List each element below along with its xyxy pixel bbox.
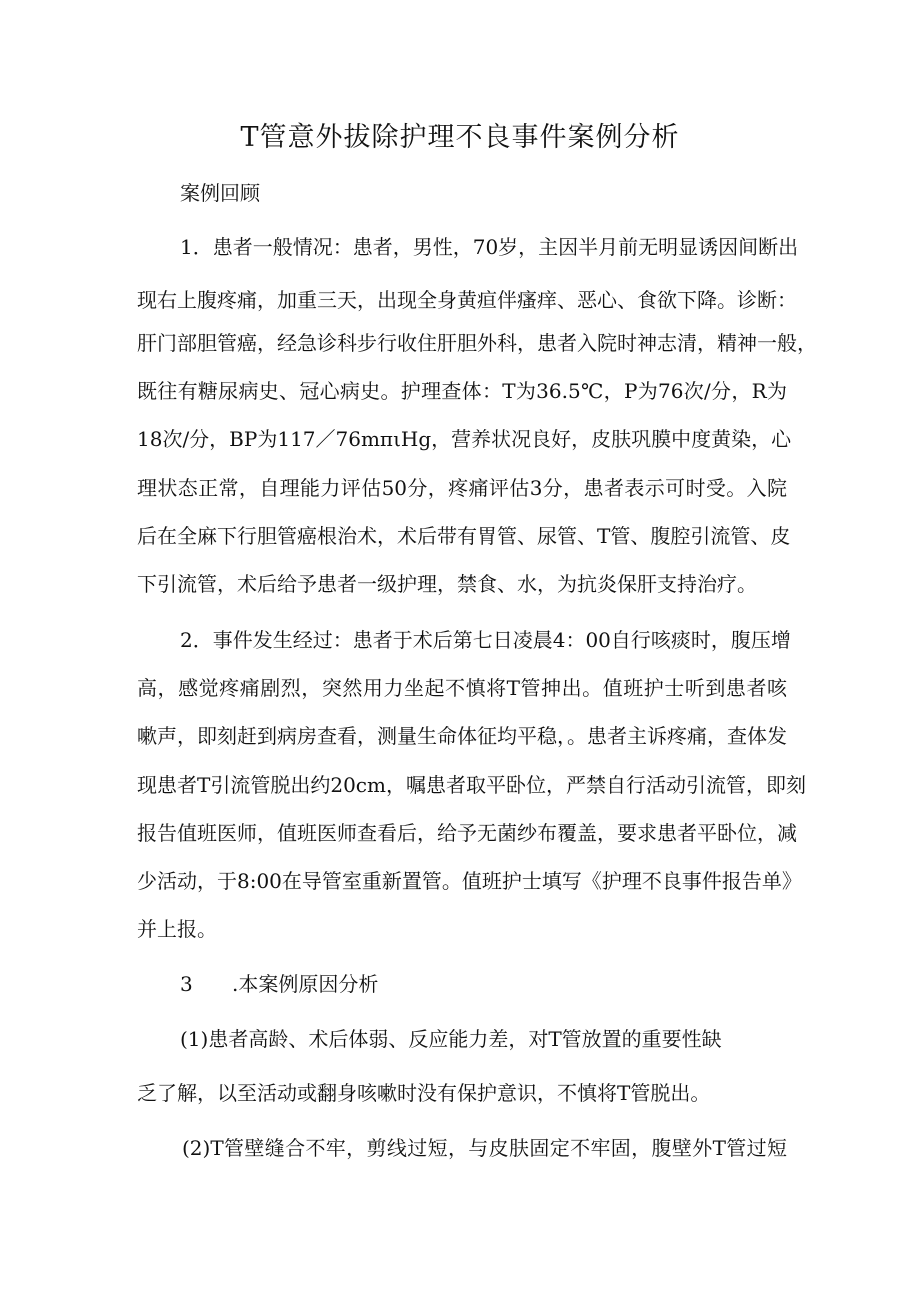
paragraph-line: 理状态正常，自理能力评估50分，疼痛评估3分，患者表示可时受。入院 xyxy=(137,476,787,500)
list-item-heading xyxy=(180,969,378,999)
list-item-text: .本案例原因分析 xyxy=(232,972,379,996)
list-item-number: 3 xyxy=(180,972,193,996)
paragraph-line: 后在全麻下行胆管癌根治术，术后带有胃管、尿管、T管、腹腔引流管、皮 xyxy=(137,524,791,548)
paragraph-line: 乏了解，以至活动或翻身咳嗽时没有保护意识，不慎将T管脱出。 xyxy=(137,1081,711,1105)
paragraph-line: 并上报。 xyxy=(137,917,217,941)
section-heading: 案例回顾 xyxy=(180,181,260,205)
paragraph-line: (2)T管壁缝合不牢，剪线过短，与皮肤固定不牢固，腹壁外T管过短 xyxy=(182,1136,787,1160)
paragraph-line: 2．事件发生经过：患者于术后第七日凌晨4：00自行咳痰时，腹压增 xyxy=(180,628,791,652)
paragraph-line: 现右上腹疼痛，加重三天，出现全身黄疸伴瘙痒、恶心、食欲下降。诊断： xyxy=(137,288,797,312)
paragraph-line: 现患者T引流管脱出约20cm，嘱患者取平卧位，严禁自行活动引流管，即刻 xyxy=(137,773,806,797)
paragraph-line: 少活动，于8:00在导管室重新置管。值班护士填写《护理不良事件报告单》 xyxy=(137,869,802,893)
paragraph-line: 报告值班医师，值班医师查看后，给予无菌纱布覆盖，要求患者平卧位，减 xyxy=(137,821,797,845)
paragraph-line: 高，感觉疼痛剧烈，突然用力坐起不慎将T管抻出。值班护士听到患者咳 xyxy=(137,676,787,700)
paragraph-line: 既往有糖尿病史、冠心病史。护理查体：T为36.5℃，P为76次/分，R为 xyxy=(137,379,787,403)
paragraph-line: (1)患者高龄、术后体弱、反应能力差，对T管放置的重要性缺 xyxy=(180,1027,722,1051)
paragraph-line: 1．患者一般情况：患者，男性，70岁，主因半月前无明显诱因间断出 xyxy=(180,235,799,259)
paragraph-line: 下引流管，术后给予患者一级护理，禁食、水，为抗炎保肝支持治疗。 xyxy=(137,572,757,596)
paragraph-line: 18次/分，BP为117／76mπιHg，营养状况良好，皮肤巩膜中度黄染，心 xyxy=(137,427,792,451)
paragraph-line: 肝门部胆管癌，经急诊科步行收住肝胆外科，患者入院时神志清，精神一般， xyxy=(137,331,817,355)
paragraph-line: 嗽声，即刻赶到病房查看，测量生命体征均平稳，。患者主诉疼痛，查体发 xyxy=(137,724,787,748)
document-title: T管意外拔除护理不良事件案例分析 xyxy=(240,122,680,153)
